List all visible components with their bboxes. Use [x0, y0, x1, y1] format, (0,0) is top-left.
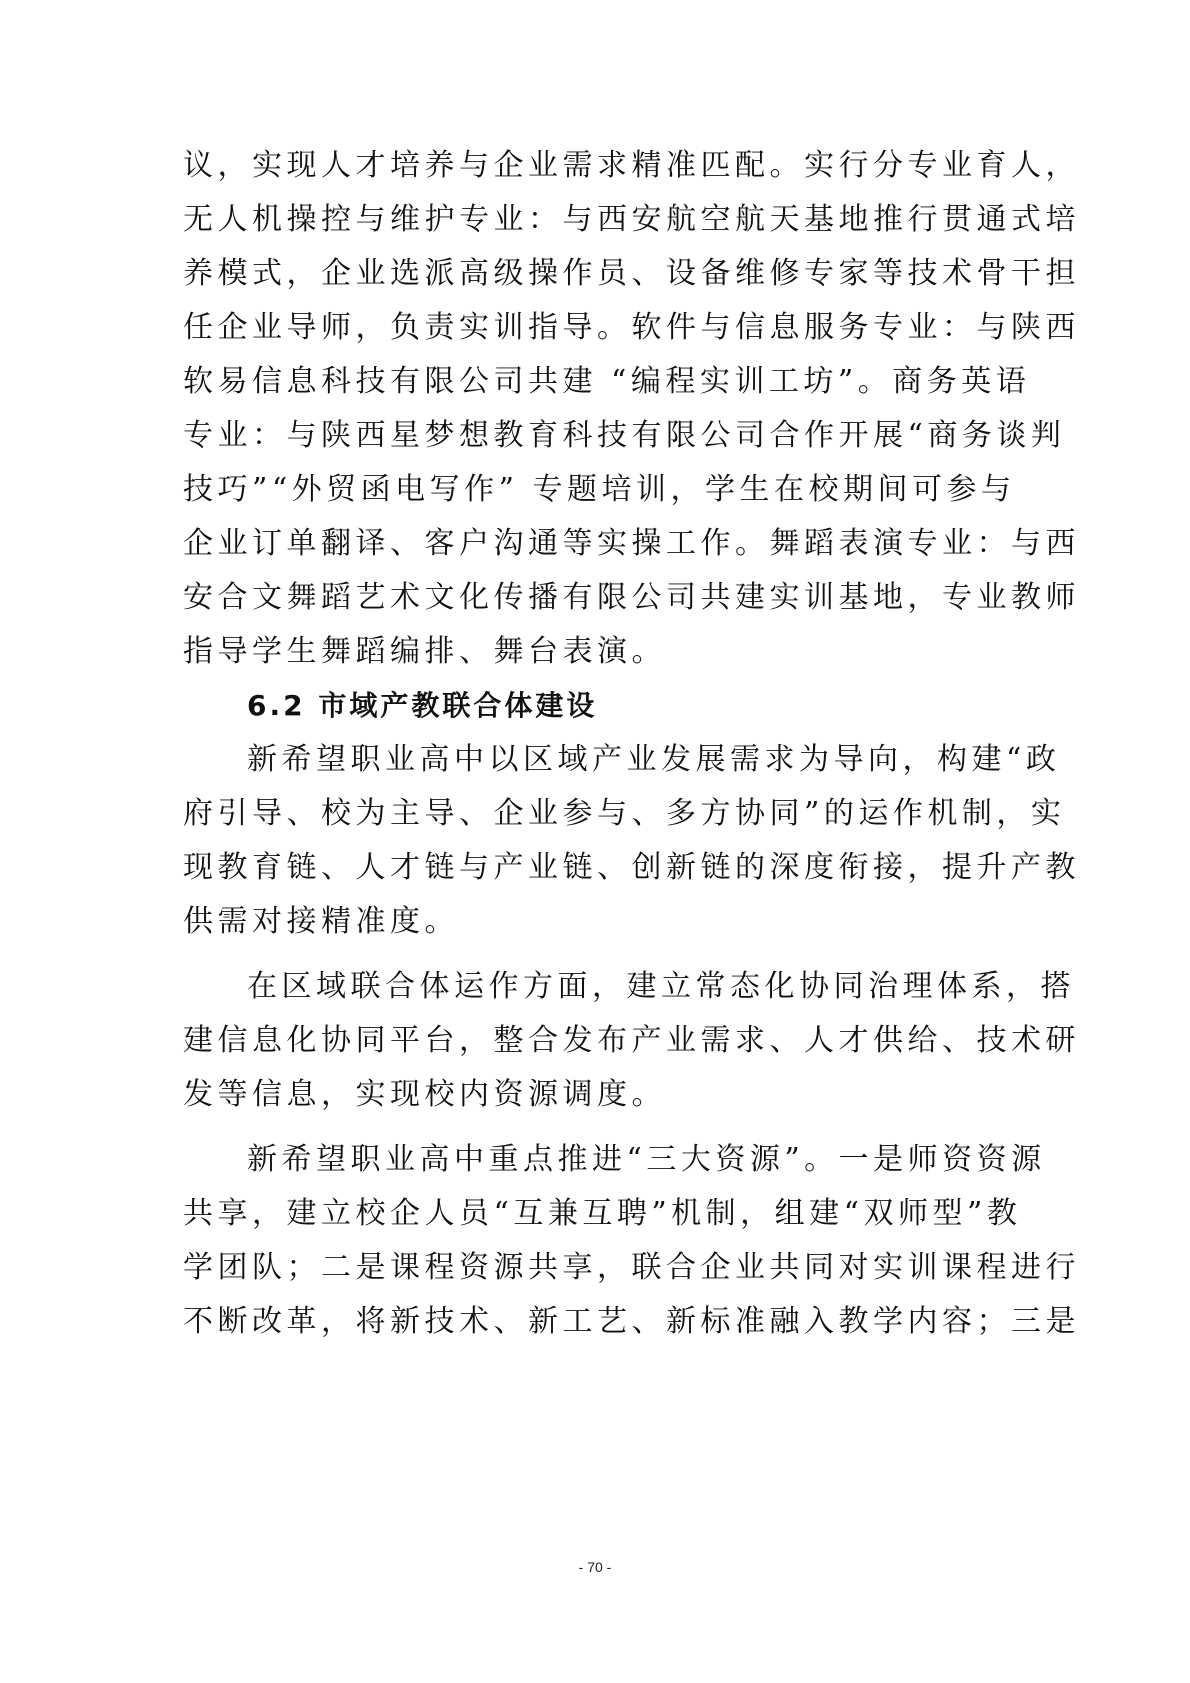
paragraph-line: 新希望职业高中以区域产业发展需求为导向，构建“政 — [247, 742, 1061, 777]
page-number: - 70 - — [578, 1559, 612, 1575]
section-heading: 6.2 市域产教联合体建设 — [247, 689, 598, 722]
paragraph-line: 在区域联合体运作方面，建立常态化协同治理体系，搭 — [247, 969, 1075, 1004]
paragraph-line: 发等信息，实现校内资源调度。 — [183, 1077, 666, 1112]
paragraph-line: 共享，建立校企人员“互兼互聘”机制，组建“双师型”教 — [183, 1196, 1022, 1231]
paragraph-line: 现教育链、人才链与产业链、创新链的深度衔接，提升产教 — [183, 850, 1080, 885]
paragraph-line: 府引导、校为主导、企业参与、多方协同”的运作机制，实 — [183, 796, 1066, 831]
paragraph-line: 学团队；二是课程资源共享，联合企业共同对实训课程进行 — [183, 1250, 1080, 1285]
paragraph-line: 软易信息科技有限公司共建 “编程实训工坊”。商务英语 — [183, 364, 1031, 399]
paragraph-line: 无人机操控与维护专业：与西安航空航天基地推行贯通式培 — [183, 202, 1080, 237]
paragraph-line: 企业订单翻译、客户沟通等实操工作。舞蹈表演专业：与西 — [183, 526, 1080, 561]
paragraph-line: 建信息化协同平台，整合发布产业需求、人才供给、技术研 — [183, 1023, 1080, 1058]
paragraph-line: 供需对接精准度。 — [183, 904, 459, 939]
paragraph-line: 安合文舞蹈艺术文化传播有限公司共建实训基地，专业教师 — [183, 580, 1080, 615]
paragraph-line: 新希望职业高中重点推进“三大资源”。一是师资资源 — [247, 1142, 1046, 1177]
paragraph-line: 养模式，企业选派高级操作员、设备维修专家等技术骨干担 — [183, 256, 1080, 291]
paragraph-line: 议，实现人才培养与企业需求精准匹配。实行分专业育人， — [183, 148, 1080, 183]
paragraph-line: 任企业导师，负责实训指导。软件与信息服务专业：与陕西 — [183, 310, 1080, 345]
paragraph-line: 技巧”“外贸函电写作” 专题培训，学生在校期间可参与 — [183, 472, 1016, 507]
paragraph-line: 不断改革，将新技术、新工艺、新标准融入教学内容；三是 — [183, 1304, 1080, 1339]
paragraph-line: 指导学生舞蹈编排、舞台表演。 — [183, 634, 666, 669]
paragraph-line: 专业：与陕西星梦想教育科技有限公司合作开展“商务谈判 — [183, 418, 1066, 453]
